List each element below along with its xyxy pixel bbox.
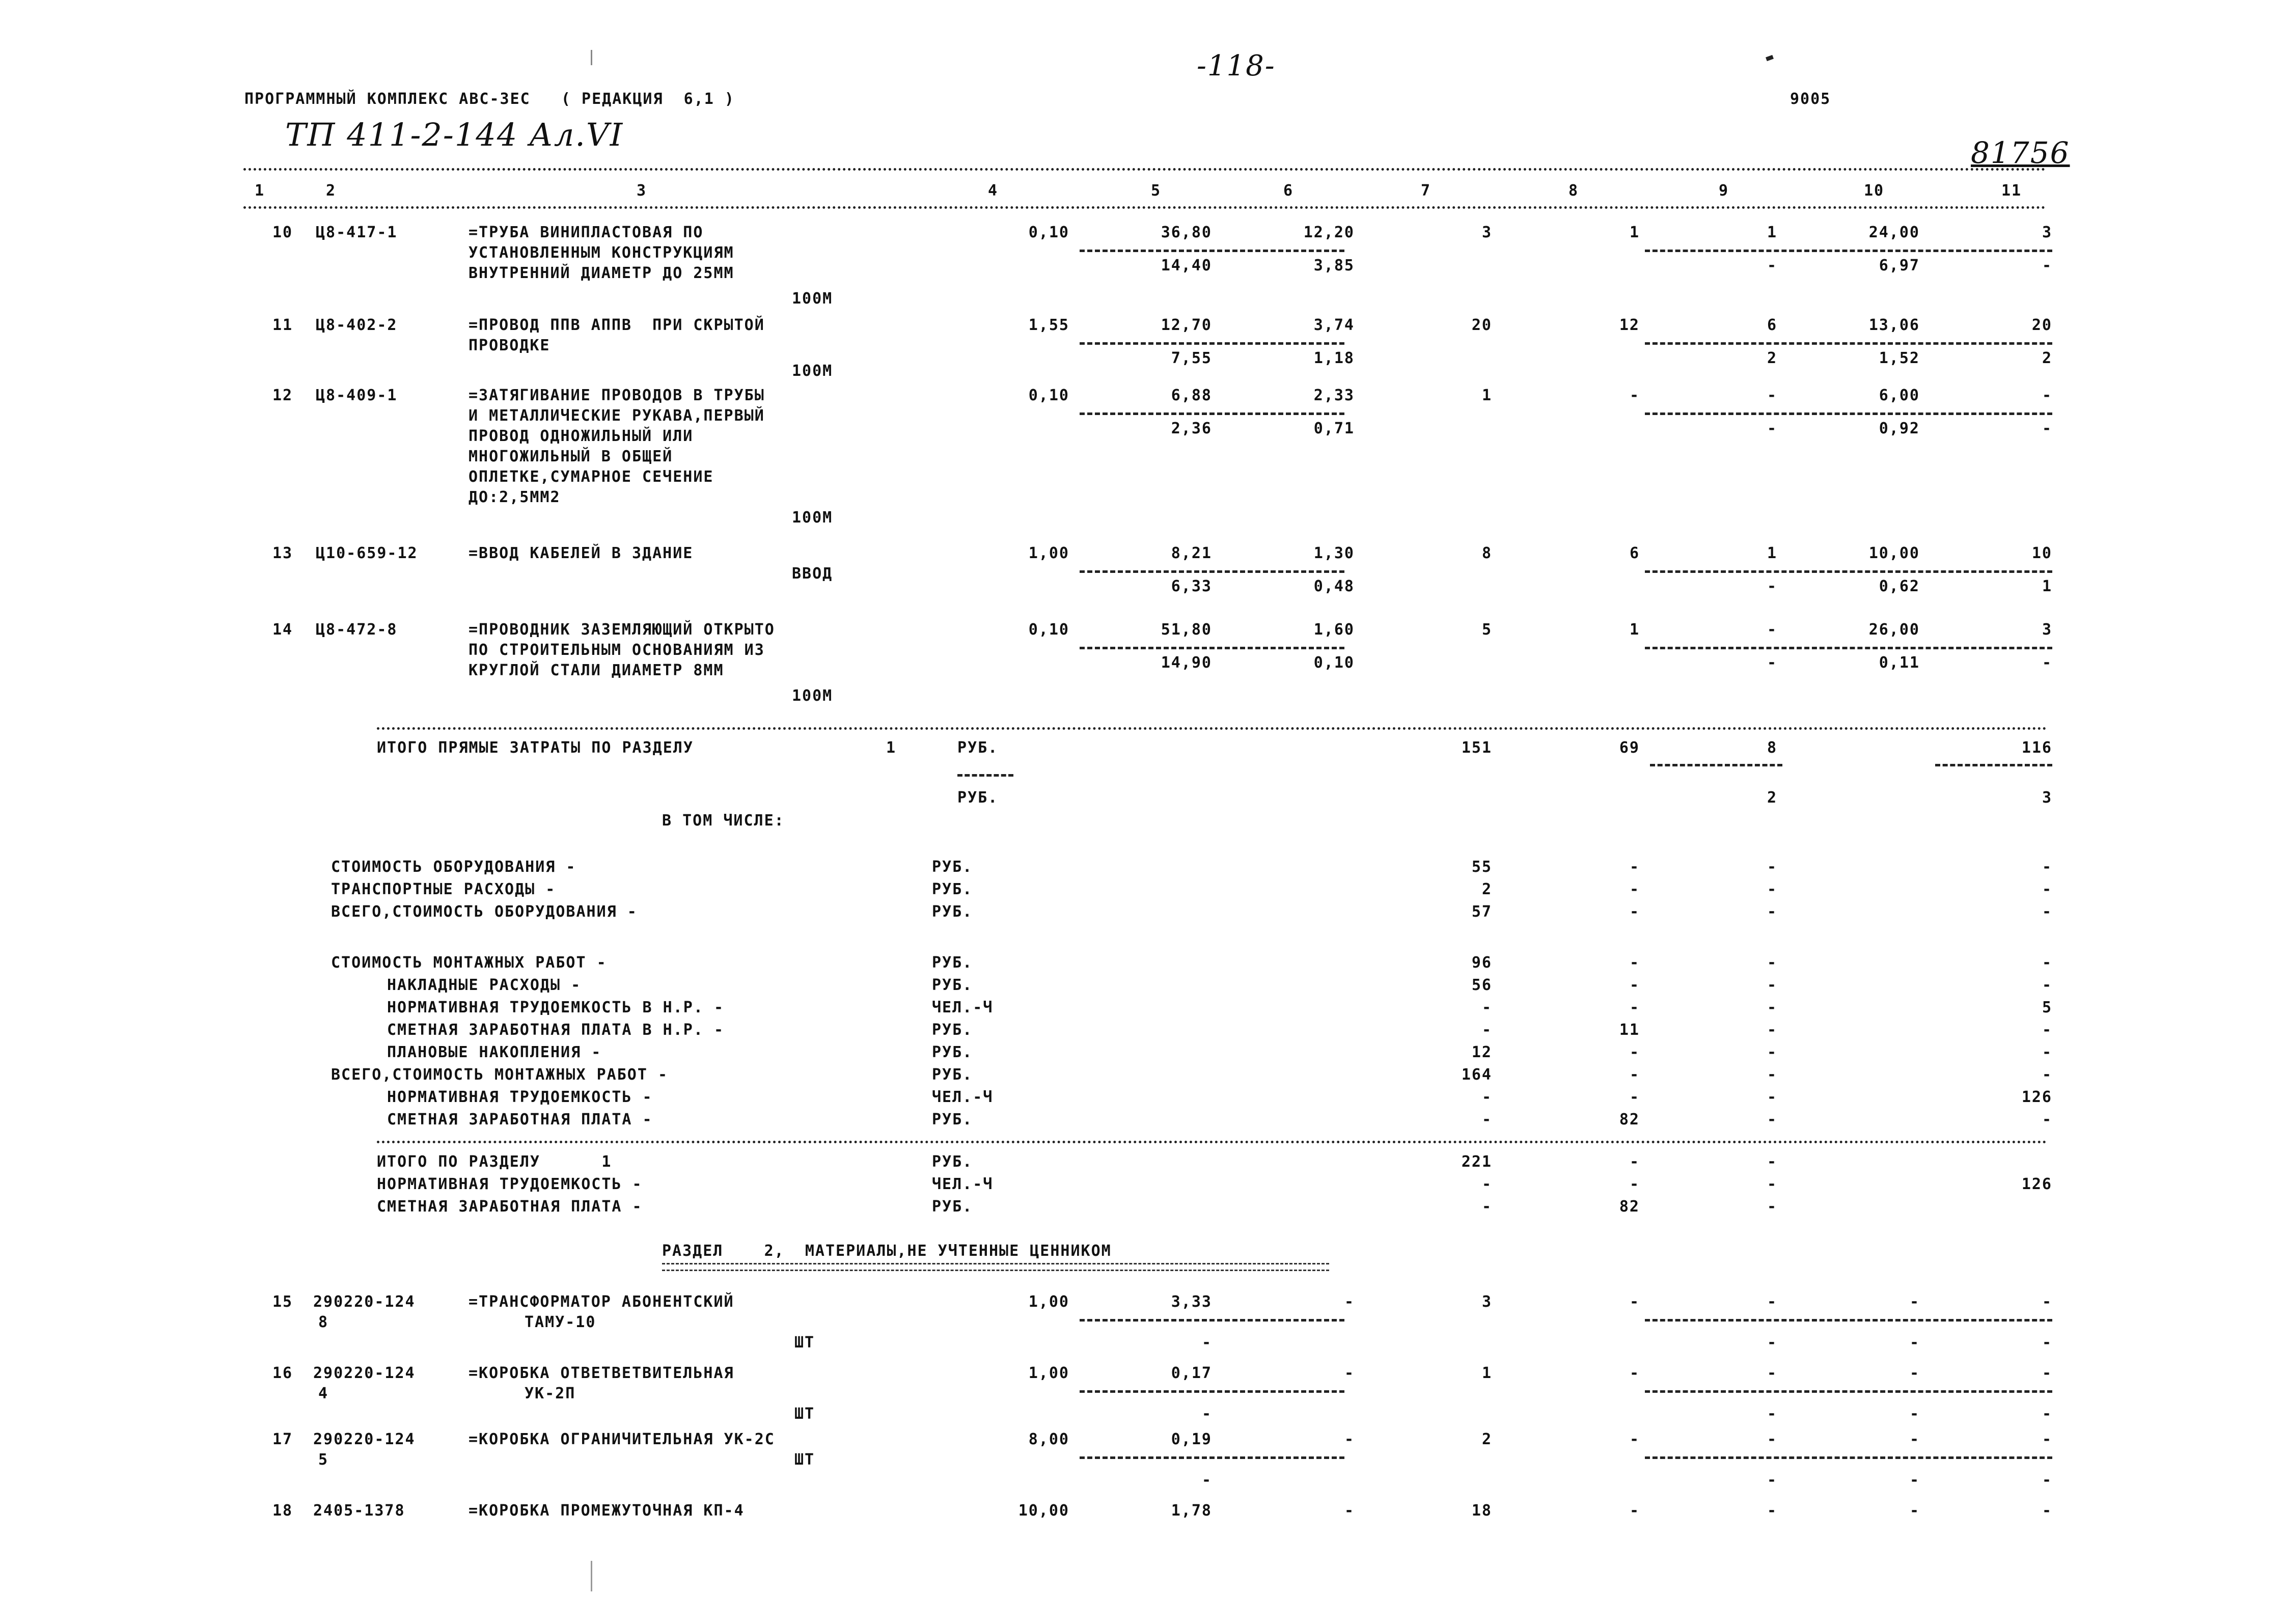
section-total-col11: 126	[2021, 1175, 2052, 1193]
column-number: 1	[255, 182, 265, 200]
cell-separator	[1080, 1319, 1344, 1322]
item-col9-sub: -	[1767, 654, 1777, 672]
cell-separator	[957, 774, 1013, 777]
item-number: 14	[272, 621, 293, 639]
summary-col8: -	[1629, 999, 1640, 1016]
item-col8: 6	[1629, 544, 1640, 562]
item-wage-cost-sub: 3,85	[1313, 257, 1355, 274]
material-number: 18	[272, 1502, 293, 1520]
item-number: 11	[272, 316, 293, 334]
item-description: УСТАНОВЛЕННЫМ КОНСТРУКЦИЯМ	[469, 244, 734, 262]
totals-unit: РУБ.	[957, 789, 999, 807]
material-total-cost: 0,19	[1171, 1430, 1212, 1448]
material-col7: 1	[1481, 1364, 1492, 1382]
section-total-label: ИТОГО ПО РАЗДЕЛУ 1	[377, 1153, 612, 1171]
item-col9: 1	[1767, 224, 1777, 241]
item-unit: 100М	[792, 290, 833, 308]
material-unit: ШТ	[794, 1334, 815, 1352]
material-col10-sub: -	[1909, 1405, 1920, 1423]
cell-separator	[1080, 647, 1344, 649]
material-code-suffix: 5	[318, 1451, 329, 1469]
summary-unit: РУБ.	[932, 1021, 973, 1039]
item-col11-sub: 2	[2042, 349, 2052, 367]
material-total-cost-sub: -	[1201, 1471, 1212, 1489]
summary-label: НОРМАТИВНАЯ ТРУДОЕМКОСТЬ -	[387, 1088, 653, 1106]
summary-col11: -	[2042, 880, 2052, 898]
material-description: ТАМУ-10	[525, 1313, 596, 1331]
material-col8: -	[1629, 1364, 1640, 1382]
cell-separator	[1645, 1319, 2052, 1322]
material-code: 290220-124	[313, 1430, 416, 1448]
section-total-col9: -	[1767, 1175, 1777, 1193]
cell-separator	[1935, 764, 2052, 766]
section2-underline	[662, 1263, 1329, 1271]
item-col11: 3	[2042, 224, 2052, 241]
section-total-col7: 221	[1461, 1153, 1492, 1171]
summary-col8: -	[1629, 1066, 1640, 1084]
item-wage-cost: 12,20	[1303, 224, 1355, 241]
item-quantity: 0,10	[1028, 224, 1069, 241]
item-col9: -	[1767, 621, 1777, 639]
material-code-suffix: 4	[318, 1385, 329, 1402]
item-col11: 3	[2042, 621, 2052, 639]
totals-unit: РУБ.	[957, 739, 999, 757]
scan-mark	[591, 1561, 592, 1591]
scan-mark	[1766, 55, 1774, 61]
item-col10: 24,00	[1868, 224, 1920, 241]
summary-col11: -	[2042, 903, 2052, 921]
item-total-cost: 51,80	[1161, 621, 1212, 639]
item-col11: 10	[2031, 544, 2052, 562]
item-total-cost-sub: 14,90	[1161, 654, 1212, 672]
summary-col9: -	[1767, 976, 1777, 994]
material-number: 17	[272, 1430, 293, 1448]
section-total-unit: РУБ.	[932, 1198, 973, 1216]
summary-col7: 57	[1471, 903, 1492, 921]
item-number: 13	[272, 544, 293, 562]
summary-unit: РУБ.	[932, 954, 973, 972]
summary-col11: -	[2042, 858, 2052, 876]
material-col9: -	[1767, 1293, 1777, 1311]
item-col10-sub: 0,11	[1879, 654, 1920, 672]
item-unit: 100М	[792, 362, 833, 380]
item-col8: 1	[1629, 621, 1640, 639]
material-col11-sub: -	[2042, 1471, 2052, 1489]
material-col9-sub: -	[1767, 1405, 1777, 1423]
item-col9: -	[1767, 387, 1777, 404]
header-rule-bottom	[243, 206, 2046, 209]
section-total-label: НОРМАТИВНАЯ ТРУДОЕМКОСТЬ -	[377, 1175, 643, 1193]
material-col7: 18	[1471, 1502, 1492, 1520]
summary-label: СТОИМОСТЬ МОНТАЖНЫХ РАБОТ -	[331, 954, 607, 972]
summary-col8: -	[1629, 954, 1640, 972]
item-col7: 1	[1481, 387, 1492, 404]
sheet-reference: 81756	[1971, 135, 2070, 170]
item-col10-sub: 0,62	[1879, 577, 1920, 595]
summary-rule	[377, 1141, 2047, 1143]
summary-unit: РУБ.	[932, 880, 973, 898]
material-col6: -	[1344, 1293, 1355, 1311]
summary-col8: -	[1629, 1043, 1640, 1061]
material-quantity: 8,00	[1028, 1430, 1069, 1448]
cell-separator	[1645, 1456, 2052, 1459]
summary-col9: -	[1767, 903, 1777, 921]
material-description: =КОРОБКА ОГРАНИЧИТЕЛЬНАЯ УК-2С	[469, 1430, 775, 1448]
summary-label: ПЛАНОВЫЕ НАКОПЛЕНИЯ -	[387, 1043, 602, 1061]
material-col11-sub: -	[2042, 1405, 2052, 1423]
summary-unit: РУБ.	[932, 1066, 973, 1084]
item-code: Ц8-402-2	[316, 316, 398, 334]
summary-unit: ЧЕЛ.-Ч	[932, 999, 994, 1016]
material-col11: -	[2042, 1293, 2052, 1311]
material-description: =ТРАНСФОРМАТОР АБОНЕНТСКИЙ	[469, 1293, 734, 1311]
summary-unit: ЧЕЛ.-Ч	[932, 1088, 994, 1106]
item-col10: 13,06	[1868, 316, 1920, 334]
cell-separator	[1080, 1456, 1344, 1459]
item-wage-cost: 3,74	[1313, 316, 1355, 334]
item-number: 12	[272, 387, 293, 404]
item-quantity: 0,10	[1028, 387, 1069, 404]
material-col9-sub: -	[1767, 1334, 1777, 1352]
totals-col7: 151	[1461, 739, 1492, 757]
item-total-cost-sub: 7,55	[1171, 349, 1212, 367]
item-code: Ц8-472-8	[316, 621, 398, 639]
summary-col8: -	[1629, 903, 1640, 921]
project-number: ТП 411-2-144 Ал.VI	[285, 116, 624, 153]
item-code: Ц8-409-1	[316, 387, 398, 404]
column-number: 3	[637, 182, 647, 200]
summary-col11: -	[2042, 1111, 2052, 1128]
summary-col11: 126	[2021, 1088, 2052, 1106]
item-col10: 10,00	[1868, 544, 1920, 562]
cell-separator	[1645, 1390, 2052, 1393]
totals-rule	[377, 727, 2047, 730]
summary-col7: 2	[1481, 880, 1492, 898]
summary-unit: РУБ.	[932, 1043, 973, 1061]
summary-col7: 12	[1471, 1043, 1492, 1061]
item-col11: 20	[2031, 316, 2052, 334]
totals-section: 1	[886, 739, 897, 757]
material-col11: -	[2042, 1502, 2052, 1520]
cell-separator	[1080, 1390, 1344, 1393]
item-code: Ц10-659-12	[316, 544, 418, 562]
material-quantity: 1,00	[1028, 1293, 1069, 1311]
material-unit: ШТ	[794, 1451, 815, 1469]
material-col10: -	[1909, 1364, 1920, 1382]
item-wage-cost-sub: 0,71	[1313, 420, 1355, 437]
item-wage-cost: 2,33	[1313, 387, 1355, 404]
document-code: 9005	[1790, 90, 1831, 108]
cell-separator	[1650, 764, 1782, 766]
item-wage-cost-sub: 1,18	[1313, 349, 1355, 367]
item-col11-sub: -	[2042, 654, 2052, 672]
item-col8: 12	[1619, 316, 1640, 334]
material-number: 16	[272, 1364, 293, 1382]
column-number: 8	[1568, 182, 1579, 200]
summary-col7: 96	[1471, 954, 1492, 972]
column-number: 5	[1151, 182, 1162, 200]
material-unit: ШТ	[794, 1405, 815, 1423]
item-col10: 6,00	[1879, 387, 1920, 404]
material-quantity: 1,00	[1028, 1364, 1069, 1382]
section-total-col8: -	[1629, 1153, 1640, 1171]
item-col11-sub: -	[2042, 420, 2052, 437]
item-col8: 1	[1629, 224, 1640, 241]
section-total-label: СМЕТНАЯ ЗАРАБОТНАЯ ПЛАТА -	[377, 1198, 643, 1216]
item-total-cost-sub: 6,33	[1171, 577, 1212, 595]
item-description: ПРОВОД ОДНОЖИЛЬНЫЙ ИЛИ	[469, 427, 694, 445]
summary-col7: -	[1481, 1088, 1492, 1106]
summary-col9: -	[1767, 1066, 1777, 1084]
summary-col9: -	[1767, 1111, 1777, 1128]
summary-label: ТРАНСПОРТНЫЕ РАСХОДЫ -	[331, 880, 556, 898]
item-col11: -	[2042, 387, 2052, 404]
item-description: =ПРОВОДНИК ЗАЗЕМЛЯЮЩИЙ ОТКРЫТО	[469, 621, 775, 639]
material-quantity: 10,00	[1018, 1502, 1069, 1520]
header-rule-top	[243, 168, 2046, 171]
item-total-cost: 36,80	[1161, 224, 1212, 241]
section-total-col8: 82	[1619, 1198, 1640, 1216]
summary-col7: -	[1481, 999, 1492, 1016]
item-quantity: 1,55	[1028, 316, 1069, 334]
item-description: КРУГЛОЙ СТАЛИ ДИАМЕТР 8ММ	[469, 662, 724, 679]
material-col9: -	[1767, 1502, 1777, 1520]
summary-col9: -	[1767, 954, 1777, 972]
material-col11-sub: -	[2042, 1334, 2052, 1352]
material-col9: -	[1767, 1430, 1777, 1448]
item-col7: 3	[1481, 224, 1492, 241]
summary-label: СМЕТНАЯ ЗАРАБОТНАЯ ПЛАТА -	[387, 1111, 653, 1128]
item-description: И МЕТАЛЛИЧЕСКИЕ РУКАВА,ПЕРВЫЙ	[469, 407, 765, 425]
summary-col9: -	[1767, 1088, 1777, 1106]
summary-label: ВСЕГО,СТОИМОСТЬ МОНТАЖНЫХ РАБОТ -	[331, 1066, 669, 1084]
totals-col8: 69	[1619, 739, 1640, 757]
material-col8: -	[1629, 1293, 1640, 1311]
summary-col11: -	[2042, 954, 2052, 972]
item-col11-sub: 1	[2042, 577, 2052, 595]
item-wage-cost-sub: 0,48	[1313, 577, 1355, 595]
item-description: ПРОВОДКЕ	[469, 337, 550, 354]
material-total-cost: 3,33	[1171, 1293, 1212, 1311]
material-code: 2405-1378	[313, 1502, 405, 1520]
summary-col8: -	[1629, 976, 1640, 994]
item-wage-cost: 1,60	[1313, 621, 1355, 639]
material-description: =КОРОБКА ОТВЕТВЕТВИТЕЛЬНАЯ	[469, 1364, 734, 1382]
material-col6: -	[1344, 1502, 1355, 1520]
material-col9: -	[1767, 1364, 1777, 1382]
cell-separator	[1645, 412, 2052, 415]
summary-col9: -	[1767, 999, 1777, 1016]
section-total-col7: -	[1481, 1175, 1492, 1193]
item-total-cost: 8,21	[1171, 544, 1212, 562]
item-total-cost-sub: 14,40	[1161, 257, 1212, 274]
item-col7: 20	[1471, 316, 1492, 334]
item-col9: 1	[1767, 544, 1777, 562]
page-number: -118-	[1197, 49, 1276, 82]
cell-separator	[1645, 342, 2052, 345]
item-description: МНОГОЖИЛЬНЫЙ В ОБЩЕЙ	[469, 448, 673, 465]
summary-col9: -	[1767, 858, 1777, 876]
including-label: В ТОМ ЧИСЛЕ:	[662, 812, 785, 830]
summary-label: СТОИМОСТЬ ОБОРУДОВАНИЯ -	[331, 858, 576, 876]
material-description: =КОРОБКА ПРОМЕЖУТОЧНАЯ КП-4	[469, 1502, 745, 1520]
material-total-cost: 1,78	[1171, 1502, 1212, 1520]
cell-separator	[1080, 570, 1344, 573]
item-wage-cost: 1,30	[1313, 544, 1355, 562]
column-number: 2	[326, 182, 337, 200]
summary-col9: -	[1767, 1043, 1777, 1061]
material-col9-sub: -	[1767, 1471, 1777, 1489]
summary-col9: -	[1767, 1021, 1777, 1039]
item-total-cost-sub: 2,36	[1171, 420, 1212, 437]
summary-unit: РУБ.	[932, 976, 973, 994]
item-total-cost: 12,70	[1161, 316, 1212, 334]
scan-mark	[591, 50, 592, 65]
summary-col8: -	[1629, 880, 1640, 898]
item-description: ВНУТРЕННИЙ ДИАМЕТР ДО 25ММ	[469, 264, 734, 282]
summary-unit: РУБ.	[932, 858, 973, 876]
material-col8: -	[1629, 1430, 1640, 1448]
totals-col11-sub: 3	[2042, 789, 2052, 807]
material-code-suffix: 8	[318, 1313, 329, 1331]
summary-label: ВСЕГО,СТОИМОСТЬ ОБОРУДОВАНИЯ -	[331, 903, 638, 921]
material-col7: 2	[1481, 1430, 1492, 1448]
section-total-col8: -	[1629, 1175, 1640, 1193]
totals-col9-sub: 2	[1767, 789, 1777, 807]
cell-separator	[1080, 342, 1344, 345]
item-unit: ВВОД	[792, 565, 833, 583]
summary-col8: 82	[1619, 1111, 1640, 1128]
material-col10-sub: -	[1909, 1334, 1920, 1352]
summary-col7: 55	[1471, 858, 1492, 876]
material-code: 290220-124	[313, 1364, 416, 1382]
summary-col11: -	[2042, 976, 2052, 994]
material-col10: -	[1909, 1430, 1920, 1448]
material-total-cost-sub: -	[1201, 1405, 1212, 1423]
item-col10: 26,00	[1868, 621, 1920, 639]
item-unit: 100М	[792, 687, 833, 705]
program-title: ПРОГРАММНЫЙ КОМПЛЕКС АВС-3ЕС ( РЕДАКЦИЯ 6,1 )	[244, 90, 735, 108]
item-col7: 8	[1481, 544, 1492, 562]
section-total-col9: -	[1767, 1153, 1777, 1171]
totals-col11: 116	[2021, 739, 2052, 757]
material-col8: -	[1629, 1502, 1640, 1520]
column-number: 10	[1864, 182, 1885, 200]
summary-label: НАКЛАДНЫЕ РАСХОДЫ -	[387, 976, 582, 994]
item-col9-sub: -	[1767, 577, 1777, 595]
item-quantity: 0,10	[1028, 621, 1069, 639]
item-description: ОПЛЕТКЕ,СУМАРНОЕ СЕЧЕНИЕ	[469, 468, 714, 486]
material-col7: 3	[1481, 1293, 1492, 1311]
item-description: =ЗАТЯГИВАНИЕ ПРОВОДОВ В ТРУБЫ	[469, 387, 765, 404]
column-number: 6	[1283, 182, 1294, 200]
item-description: ПО СТРОИТЕЛЬНЫМ ОСНОВАНИЯМ ИЗ	[469, 641, 765, 659]
column-number: 7	[1421, 182, 1431, 200]
item-col11-sub: -	[2042, 257, 2052, 274]
totals-label: ИТОГО ПРЯМЫЕ ЗАТРАТЫ ПО РАЗДЕЛУ	[377, 739, 694, 757]
item-description: =ПРОВОД ППВ АППВ ПРИ СКРЫТОЙ	[469, 316, 765, 334]
summary-col11: -	[2042, 1043, 2052, 1061]
section-total-unit: РУБ.	[932, 1153, 973, 1171]
material-col6: -	[1344, 1430, 1355, 1448]
summary-label: НОРМАТИВНАЯ ТРУДОЕМКОСТЬ В Н.Р. -	[387, 999, 725, 1016]
cell-separator	[1080, 412, 1344, 415]
summary-label: СМЕТНАЯ ЗАРАБОТНАЯ ПЛАТА В Н.Р. -	[387, 1021, 725, 1039]
item-col7: 5	[1481, 621, 1492, 639]
material-col11: -	[2042, 1430, 2052, 1448]
section2-title: РАЗДЕЛ 2, МАТЕРИАЛЫ,НЕ УЧТЕННЫЕ ЦЕННИКОМ	[662, 1242, 1112, 1260]
material-code: 290220-124	[313, 1293, 416, 1311]
summary-col11: -	[2042, 1066, 2052, 1084]
item-number: 10	[272, 224, 293, 241]
material-total-cost-sub: -	[1201, 1334, 1212, 1352]
item-col9-sub: -	[1767, 420, 1777, 437]
section-total-col9: -	[1767, 1198, 1777, 1216]
totals-col9: 8	[1767, 739, 1777, 757]
column-number: 4	[988, 182, 999, 200]
item-quantity: 1,00	[1028, 544, 1069, 562]
item-description: ДО:2,5ММ2	[469, 488, 561, 506]
summary-col11: -	[2042, 1021, 2052, 1039]
column-number: 9	[1719, 182, 1729, 200]
material-col10: -	[1909, 1502, 1920, 1520]
column-number: 11	[2001, 182, 2022, 200]
section-total-unit: ЧЕЛ.-Ч	[932, 1175, 994, 1193]
item-col8: -	[1629, 387, 1640, 404]
item-description: =ТРУБА ВИНИПЛАСТОВАЯ ПО	[469, 224, 704, 241]
material-total-cost: 0,17	[1171, 1364, 1212, 1382]
summary-unit: РУБ.	[932, 1111, 973, 1128]
item-wage-cost-sub: 0,10	[1313, 654, 1355, 672]
material-description: УК-2П	[525, 1385, 576, 1402]
summary-col9: -	[1767, 880, 1777, 898]
item-code: Ц8-417-1	[316, 224, 398, 241]
section-total-col7: -	[1481, 1198, 1492, 1216]
cell-separator	[1645, 570, 2052, 573]
item-total-cost: 6,88	[1171, 387, 1212, 404]
material-col11: -	[2042, 1364, 2052, 1382]
item-col9: 6	[1767, 316, 1777, 334]
item-col9-sub: 2	[1767, 349, 1777, 367]
item-col10-sub: 1,52	[1879, 349, 1920, 367]
item-unit: 100М	[792, 509, 833, 527]
summary-col7: -	[1481, 1111, 1492, 1128]
summary-unit: РУБ.	[932, 903, 973, 921]
material-col6: -	[1344, 1364, 1355, 1382]
summary-col8: -	[1629, 858, 1640, 876]
cell-separator	[1645, 250, 2052, 252]
summary-col7: 56	[1471, 976, 1492, 994]
item-col10-sub: 0,92	[1879, 420, 1920, 437]
summary-col7: 164	[1461, 1066, 1492, 1084]
item-col9-sub: -	[1767, 257, 1777, 274]
summary-col8: -	[1629, 1088, 1640, 1106]
summary-col7: -	[1481, 1021, 1492, 1039]
material-number: 15	[272, 1293, 293, 1311]
material-col10: -	[1909, 1293, 1920, 1311]
summary-col11: 5	[2042, 999, 2052, 1016]
material-col10-sub: -	[1909, 1471, 1920, 1489]
cell-separator	[1080, 250, 1344, 252]
summary-col8: 11	[1619, 1021, 1640, 1039]
item-col10-sub: 6,97	[1879, 257, 1920, 274]
cell-separator	[1645, 647, 2052, 649]
item-description: =ВВОД КАБЕЛЕЙ В ЗДАНИЕ	[469, 544, 694, 562]
